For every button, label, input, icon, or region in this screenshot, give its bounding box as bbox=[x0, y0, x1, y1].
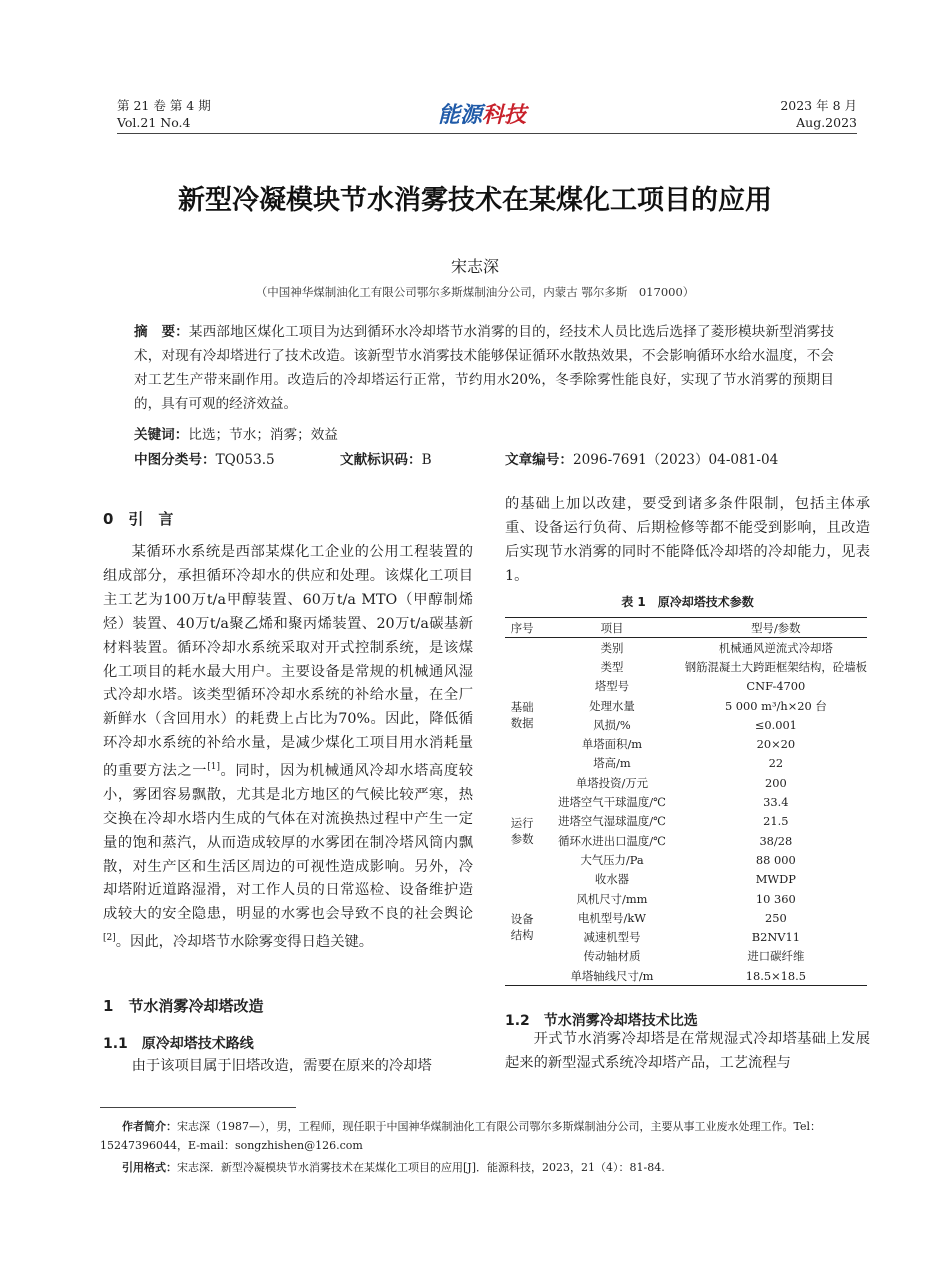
header-cell-no: 序号 bbox=[505, 618, 539, 638]
abstract bbox=[134, 320, 834, 416]
date-en: Aug.2023 bbox=[796, 115, 857, 130]
citation-format bbox=[100, 1158, 852, 1177]
table-row bbox=[505, 831, 867, 850]
keywords-text: 比选；节水；消雾；效益 bbox=[188, 427, 338, 443]
item-cell: 单塔投资/万元 bbox=[575, 775, 649, 790]
intro-paragraph bbox=[103, 541, 473, 955]
table-1 bbox=[505, 617, 867, 986]
author-bio bbox=[100, 1117, 852, 1155]
clc-value: TQ053.5 bbox=[215, 452, 275, 468]
param-cell: 88 000 bbox=[755, 852, 796, 867]
section-1-1-text bbox=[103, 1055, 473, 1079]
param-cell: B2NV11 bbox=[751, 930, 801, 945]
intro-text-a: 某循环水系统是西部某煤化工企业的公用工程装置的组成部分，承担循环冷却水的供应和处理。该煤化工项目主工艺为100万t/a甲醇装置、60万t/a MTO（甲醇制烯烃）装置、40万t/a聚乙烯和聚丙烯装置、20万t/a碳基新材料装置。循环冷却水系统采取对开式控制系统，是该煤化工项目的耗水最大用户。主要设备是常规的机械通风湿式冷却水塔。该类型循环冷却水系统的补给水量，在全厂新鲜水（含回用水）的耗费上占比为70%。因此，降低循环冷却水系统的补给水量，是减少煤化工项目用水消耗量的重要方法之一 bbox=[103, 544, 473, 779]
table-1-caption: 表 1 原冷却塔技术参数 bbox=[621, 595, 754, 609]
param-cell: 250 bbox=[764, 910, 787, 925]
param-cell: 5 000 m³/h×20 台 bbox=[724, 698, 827, 713]
doc-value: B bbox=[421, 452, 432, 468]
section-1-heading: 1 节水消雾冷却塔改造 bbox=[103, 997, 264, 1015]
item-cell: 进塔空气干球温度/℃ bbox=[558, 795, 666, 810]
section-1-2-text bbox=[505, 1028, 870, 1076]
section-1-2-para: 开式节水消雾冷却塔是在常规湿式冷却塔基础上发展起来的新型湿式系统冷却塔产品，工艺流程与 bbox=[505, 1031, 870, 1071]
table-row bbox=[505, 734, 867, 753]
author-bio-label: 作者简介： bbox=[122, 1120, 177, 1133]
table-row bbox=[505, 773, 867, 792]
footnote-rule bbox=[100, 1107, 296, 1108]
item-cell: 处理水量 bbox=[589, 698, 635, 713]
item-cell: 减速机型号 bbox=[583, 930, 641, 945]
param-cell: 200 bbox=[764, 775, 787, 790]
param-cell: ≤0.001 bbox=[754, 717, 797, 732]
abstract-label: 摘 要： bbox=[134, 324, 189, 340]
table-row bbox=[505, 696, 867, 715]
section-1-1-heading: 1.1 原冷却塔技术路线 bbox=[103, 1036, 254, 1052]
item-cell: 风机尺寸/mm bbox=[576, 891, 648, 906]
intro-text-c: 。因此，冷却塔节水除雾变得日趋关键。 bbox=[115, 934, 374, 951]
group-cell: 基础 数据 bbox=[510, 700, 534, 731]
param-cell: 21.5 bbox=[763, 814, 789, 829]
table-row bbox=[505, 870, 867, 889]
clc-label: 中图分类号： bbox=[134, 452, 216, 468]
section-1-2-heading: 1.2 节水消雾冷却塔技术比选 bbox=[505, 1013, 698, 1029]
param-cell: 10 360 bbox=[755, 891, 796, 906]
journal-logo bbox=[438, 98, 526, 129]
keywords bbox=[134, 423, 338, 443]
paper-title: 新型冷凝模块节水消雾技术在某煤化工项目的应用 bbox=[178, 185, 772, 216]
art-value: 2096-7691（2023）04-081-04 bbox=[572, 452, 779, 468]
param-cell: 进口碳纤维 bbox=[747, 949, 805, 964]
right-cont-paragraph bbox=[505, 493, 870, 589]
issue-en: Vol.21 No.4 bbox=[117, 115, 191, 130]
param-cell: 22 bbox=[768, 756, 784, 771]
table-row bbox=[505, 677, 867, 696]
table-body bbox=[505, 638, 867, 986]
item-cell: 塔高/m bbox=[593, 756, 631, 771]
table-row bbox=[505, 850, 867, 869]
table-row bbox=[505, 966, 867, 986]
table-header-row bbox=[505, 618, 867, 638]
item-cell: 收水器 bbox=[594, 872, 630, 887]
table-row bbox=[505, 812, 867, 831]
abstract-text: 某西部地区煤化工项目为达到循环水冷却塔节水消雾的目的，经技术人员比选后选择了菱形模块新型消雾技术，对现有冷却塔进行了技术改造。该新型节水消雾技术能够保证循环水散热效果，不会影响循环水给水温度，不会对工艺生产带来副作用。改造后的冷却塔运行正常，节约用水20%，冬季除雾性能良好，实现了节水消雾的预期目的，具有可观的经济效益。 bbox=[134, 324, 835, 412]
citation-label: 引用格式： bbox=[122, 1161, 177, 1174]
author-bio-text: 宋志深（1987—），男，工程师，现任职于中国神华煤制油化工有限公司鄂尔多斯煤制油分公司，主要从事工业废水处理工作。Tel：15247396044，E-mail：songzhishen@126.com bbox=[100, 1120, 822, 1152]
group-cell: 设备 结构 bbox=[505, 870, 539, 986]
item-cell: 类别 bbox=[600, 640, 624, 655]
section-0-heading: 0 引 言 bbox=[103, 510, 174, 528]
table-row bbox=[505, 792, 867, 811]
item-cell: 单塔面积/m bbox=[581, 737, 643, 752]
item-cell: 循环水进出口温度/℃ bbox=[558, 833, 666, 848]
item-cell: 电机型号/kW bbox=[577, 910, 646, 925]
citation-text: 宋志深．新型冷凝模块节水消雾技术在某煤化工项目的应用[J]．能源科技，2023，21（4）：81-84. bbox=[177, 1161, 665, 1174]
item-cell: 单塔轴线尺寸/m bbox=[539, 966, 684, 986]
journal-date bbox=[780, 97, 857, 131]
paper-author: 宋志深 bbox=[450, 257, 499, 276]
author-affiliation: （中国神华煤制油化工有限公司鄂尔多斯煤制油分公司，内蒙古 鄂尔多斯 017000） bbox=[255, 285, 695, 299]
journal-logo-part1: 能源 bbox=[438, 103, 483, 128]
table-row bbox=[505, 947, 867, 966]
document-code bbox=[340, 448, 432, 468]
section-1-1-para: 由于该项目属于旧塔改造，需要在原来的冷却塔 bbox=[131, 1058, 432, 1074]
ref-2[interactable]: [2] bbox=[103, 933, 116, 944]
keywords-label: 关键词： bbox=[134, 427, 189, 443]
ref-1[interactable]: [1] bbox=[207, 762, 220, 773]
item-cell: 塔型号 bbox=[594, 679, 630, 694]
item-cell: 传动轴材质 bbox=[583, 949, 641, 964]
param-cell: 钢筋混凝土大跨距框架结构，砼墙板 bbox=[684, 659, 867, 674]
article-number bbox=[505, 448, 778, 468]
param-cell: 33.4 bbox=[763, 795, 789, 810]
param-cell: 18.5×18.5 bbox=[685, 966, 867, 986]
journal-logo-part2: 科技 bbox=[482, 103, 527, 128]
header-cell-param: 型号/参数 bbox=[685, 618, 867, 638]
table-row bbox=[505, 715, 867, 734]
header-rule bbox=[117, 133, 857, 134]
item-cell: 类型 bbox=[600, 659, 624, 674]
intro-text-b: 。同时，因为机械通风冷却水塔高度较小，雾团容易飘散，尤其是北方地区的气候比较严寒，热交换在冷却水塔内生成的气体在对流换热过程中产生一定量的饱和蒸汽，从而造成较厚的水雾团在制冷塔风筒内飘散，对生产区和生活区周边的可视性造成影响。另外，冷却塔附近道路湿滑，对工作人员的日常巡检、设备维护造成较大的安全隐患，明显的水雾也会导致不良的社会舆论 bbox=[103, 762, 474, 923]
clc-number bbox=[134, 448, 275, 468]
item-cell: 大气压力/Pa bbox=[580, 852, 644, 867]
item-cell: 风损/% bbox=[593, 717, 631, 732]
doc-label: 文献标识码： bbox=[340, 452, 422, 468]
param-cell: 机械通风逆流式冷却塔 bbox=[718, 640, 833, 655]
right-cont-text: 的基础上加以改建，要受到诸多条件限制，包括主体承重、设备运行负荷、后期检修等都不能受到影响，且改造后实现节水消雾的同时不能降低冷却塔的冷却能力，见表1。 bbox=[505, 496, 870, 584]
group-cell: 运行 参数 bbox=[510, 815, 534, 846]
item-cell: 进塔空气湿球温度/℃ bbox=[558, 814, 666, 829]
param-cell: CNF-4700 bbox=[746, 679, 806, 694]
date-cn: 2023 年 8 月 bbox=[780, 98, 857, 113]
table-row bbox=[505, 908, 867, 927]
param-cell: 20×20 bbox=[756, 737, 796, 752]
table-row bbox=[505, 927, 867, 946]
table-row bbox=[505, 638, 867, 658]
header-cell-item: 项目 bbox=[539, 618, 684, 638]
param-cell: 38/28 bbox=[759, 833, 793, 848]
spec-table bbox=[505, 617, 867, 986]
intro-text bbox=[103, 541, 473, 955]
param-cell: MWDP bbox=[755, 872, 796, 887]
table-row bbox=[505, 754, 867, 773]
journal-issue bbox=[117, 97, 211, 131]
issue-cn: 第 21 卷 第 4 期 bbox=[117, 98, 211, 113]
table-row bbox=[505, 657, 867, 676]
table-row bbox=[505, 889, 867, 908]
art-label: 文章编号： bbox=[505, 452, 573, 468]
